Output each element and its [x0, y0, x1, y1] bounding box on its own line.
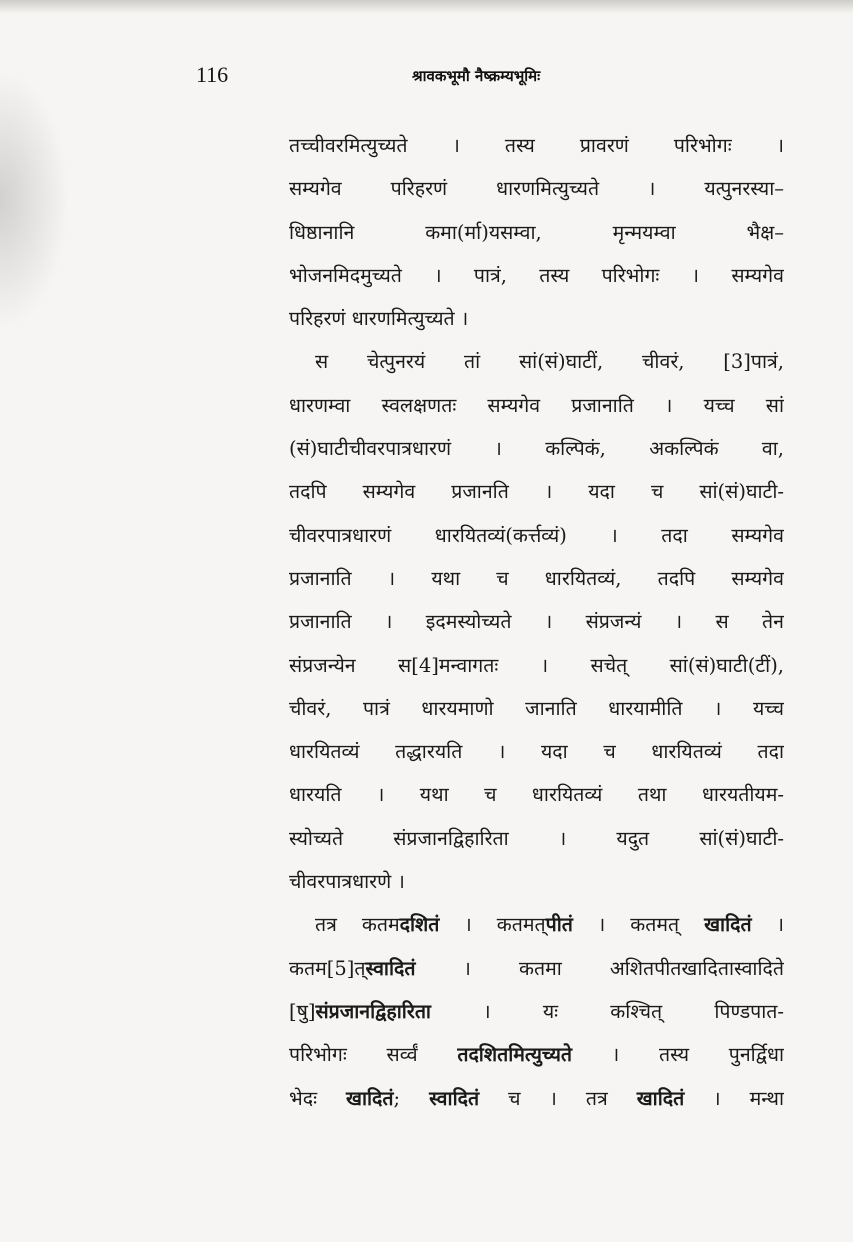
- text-line: [289, 903, 784, 946]
- text-line: [289, 990, 784, 1033]
- text-line: [289, 297, 784, 340]
- text-segment: परिभोगः सर्व्वं: [289, 1043, 458, 1067]
- text-line: [289, 254, 784, 297]
- text-line: [289, 384, 784, 427]
- text-segment: सम्यगेव परिहरणं धारणमित्युच्यते । यत्पुनरस्या–: [289, 177, 784, 201]
- text-line: [289, 817, 784, 860]
- running-title: श्रावकभूमौ नैष्क्रम्यभूमिः: [412, 67, 541, 85]
- text-line: [289, 211, 784, 254]
- text-segment: कतम[5]त्: [289, 956, 366, 980]
- text-line: [289, 600, 784, 643]
- text-line: [289, 947, 784, 990]
- text-segment: धिष्ठानानि कमा(र्मा)यसम्वा, मृन्मयम्वा भैक्ष–: [289, 220, 784, 244]
- text-segment: । कतमत्: [572, 913, 705, 937]
- text-line: [289, 644, 784, 687]
- text-segment: धारयितव्यं तद्धारयति । यदा च धारयितव्यं तदा: [289, 740, 784, 764]
- bold-term: खादितं: [636, 1086, 685, 1110]
- text-line: [289, 340, 784, 383]
- bold-term: तदशितमित्युच्यते: [457, 1043, 573, 1067]
- text-segment: संप्रजन्येन स[4]मन्वागतः । सचेत् सां(सं)घाटी(टीं),: [289, 653, 784, 677]
- body-text: [289, 124, 784, 1120]
- text-line: [289, 730, 784, 773]
- text-segment: । तस्य पुनर्द्विधा: [572, 1043, 784, 1067]
- text-line: [289, 773, 784, 816]
- text-segment: प्रजानाति । यथा च धारयितव्यं, तदपि सम्यगेव: [289, 566, 784, 590]
- text-segment: स्योच्यते संप्रजानद्विहारिता । यदुत सां(सं)घाटी-: [289, 826, 784, 850]
- text-segment: । यः कश्चित् पिण्डपात-: [430, 999, 784, 1023]
- bold-term: खादितं: [704, 913, 752, 937]
- text-segment: तत्र कतम: [315, 913, 400, 937]
- text-segment: भोजनमिदमुच्यते । पात्रं, तस्य परिभोगः । सम्यगेव: [289, 263, 784, 287]
- text-segment: चीवरपात्रधारणं धारयितव्यं(कर्त्तव्यं) । तदा सम्यगेव: [289, 523, 784, 547]
- text-line: [289, 1077, 784, 1120]
- bold-term: दशितं: [399, 913, 440, 937]
- text-segment: ;: [393, 1086, 430, 1110]
- text-segment: स चेत्पुनरयं तां सां(सं)घाटीं, चीवरं, [3]पात्रं,: [315, 350, 784, 374]
- text-segment: धारणम्वा स्वलक्षणतः सम्यगेव प्रजानाति । यच्च सां: [289, 393, 784, 417]
- text-line: [289, 427, 784, 470]
- text-segment: प्रजानाति । इदमस्योच्यते । संप्रजन्यं । स तेन: [289, 610, 784, 634]
- text-line: [289, 124, 784, 167]
- page-number: 116: [196, 62, 229, 87]
- bold-term: खादितं: [346, 1086, 394, 1110]
- text-segment: परिहरणं धारणमित्युच्यते ।: [289, 307, 469, 331]
- text-segment: । कतमा अशितपीतखादितास्वादिते: [415, 956, 784, 980]
- text-line: [289, 1033, 784, 1076]
- text-segment: । कतमत्: [439, 913, 546, 937]
- text-segment: (सं)घाटीचीवरपात्रधारणं । कल्पिकं, अकल्पिकं वा,: [289, 437, 784, 461]
- text-segment: भेदः: [289, 1086, 346, 1110]
- bold-term: स्वादितं: [429, 1086, 480, 1110]
- text-segment: चीवरपात्रधारणे ।: [289, 870, 405, 894]
- text-line: [289, 470, 784, 513]
- text-segment: [षु]: [289, 999, 316, 1023]
- bold-term: स्वादितं: [365, 956, 416, 980]
- text-segment: चीवरं, पात्रं धारयमाणो जानाति धारयामीति । यच्च: [289, 696, 784, 720]
- text-line: [289, 860, 784, 903]
- text-line: [289, 557, 784, 600]
- text-segment: ।: [751, 913, 784, 937]
- text-segment: । मन्था: [684, 1086, 784, 1110]
- page-header: [0, 62, 853, 92]
- bold-term: पीतं: [545, 913, 573, 937]
- bold-term: संप्रजानद्विहारिता: [315, 999, 431, 1023]
- text-segment: धारयति । यथा च धारयितव्यं तथा धारयतीयम-: [289, 783, 784, 807]
- page-top-edge: [0, 0, 853, 14]
- text-segment: तदपि सम्यगेव प्रजानति । यदा च सां(सं)घाटी-: [289, 480, 784, 504]
- text-line: [289, 514, 784, 557]
- text-line: [289, 687, 784, 730]
- text-line: [289, 167, 784, 210]
- binding-shadow: [0, 70, 70, 330]
- text-segment: तच्चीवरमित्युच्यते । तस्य प्रावरणं परिभोगः ।: [289, 134, 784, 157]
- text-segment: च । तत्र: [479, 1086, 637, 1110]
